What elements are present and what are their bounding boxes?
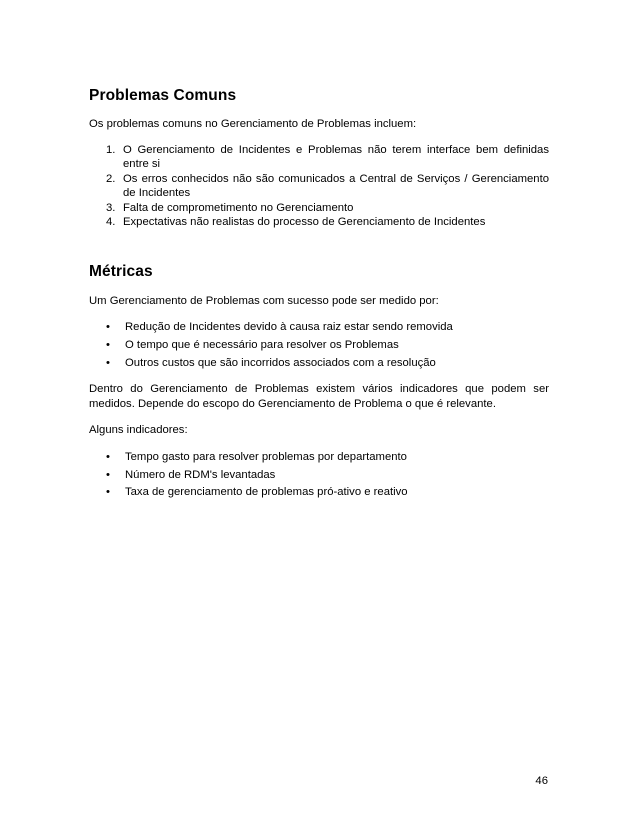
page-content [89,86,549,500]
page-number: 46 [535,775,548,787]
indicadores-list [89,450,549,500]
list-item-text: Número de RDM's levantadas [125,468,276,481]
list-item-text: Expectativas não realistas do processo de Gerenciamento de Incidentes [123,216,486,228]
bullet-icon: • [106,356,110,369]
list-item-text: Taxa de gerenciamento de problemas pró-ativo e reativo [125,486,408,499]
list-item [89,143,549,172]
list-item-text: Falta de comprometimento no Gerenciamento [123,201,354,214]
heading-problemas-comuns: Problemas Comuns [89,87,237,104]
bullet-icon: • [106,338,110,351]
list-item [89,172,549,201]
list-item [89,338,549,353]
metricas-list [89,320,549,370]
list-item [89,201,549,216]
bullet-icon: • [106,468,110,481]
bullet-icon: • [106,321,110,333]
list-item-text: O tempo que é necessário para resolver os Problemas [125,338,399,351]
list-item-text: Outros custos que são incorridos associados com a resolução [125,356,436,369]
paragraph-metricas-intro: Um Gerenciamento de Problemas com sucesso pode ser medido por: [89,294,439,307]
list-item-text: O Gerenciamento de Incidentes e Problemas não terem interface bem definidas entre si [123,143,549,170]
list-item [89,356,549,371]
list-item-text: Tempo gasto para resolver problemas por departamento [125,450,407,463]
list-item [89,215,549,230]
paragraph-indicadores-description: Dentro do Gerenciamento de Problemas existem vários indicadores que podem ser medidos. Depende do escopo do Gerenciamento de Problema o que é relevante. [89,383,549,410]
paragraph-problemas-intro: Os problemas comuns no Gerenciamento de Problemas incluem: [89,118,417,130]
list-item-number: 1. [106,143,116,156]
bullet-icon: • [106,486,110,499]
problemas-list [89,143,549,230]
bullet-icon: • [106,450,110,463]
list-item [89,485,549,500]
list-item [89,468,549,483]
list-item-number: 3. [106,201,116,214]
heading-metricas: Métricas [89,262,153,280]
list-item [89,450,549,465]
list-item-text: Redução de Incidentes devido à causa raiz estar sendo removida [125,321,453,333]
paragraph-alguns-indicadores: Alguns indicadores: [89,424,188,437]
list-item-text: Os erros conhecidos não são comunicados a Central de Serviços / Gerenciamento de Incidentes [123,172,549,199]
list-item-number: 4. [106,216,116,228]
list-item [89,320,549,335]
list-item-number: 2. [106,172,116,185]
